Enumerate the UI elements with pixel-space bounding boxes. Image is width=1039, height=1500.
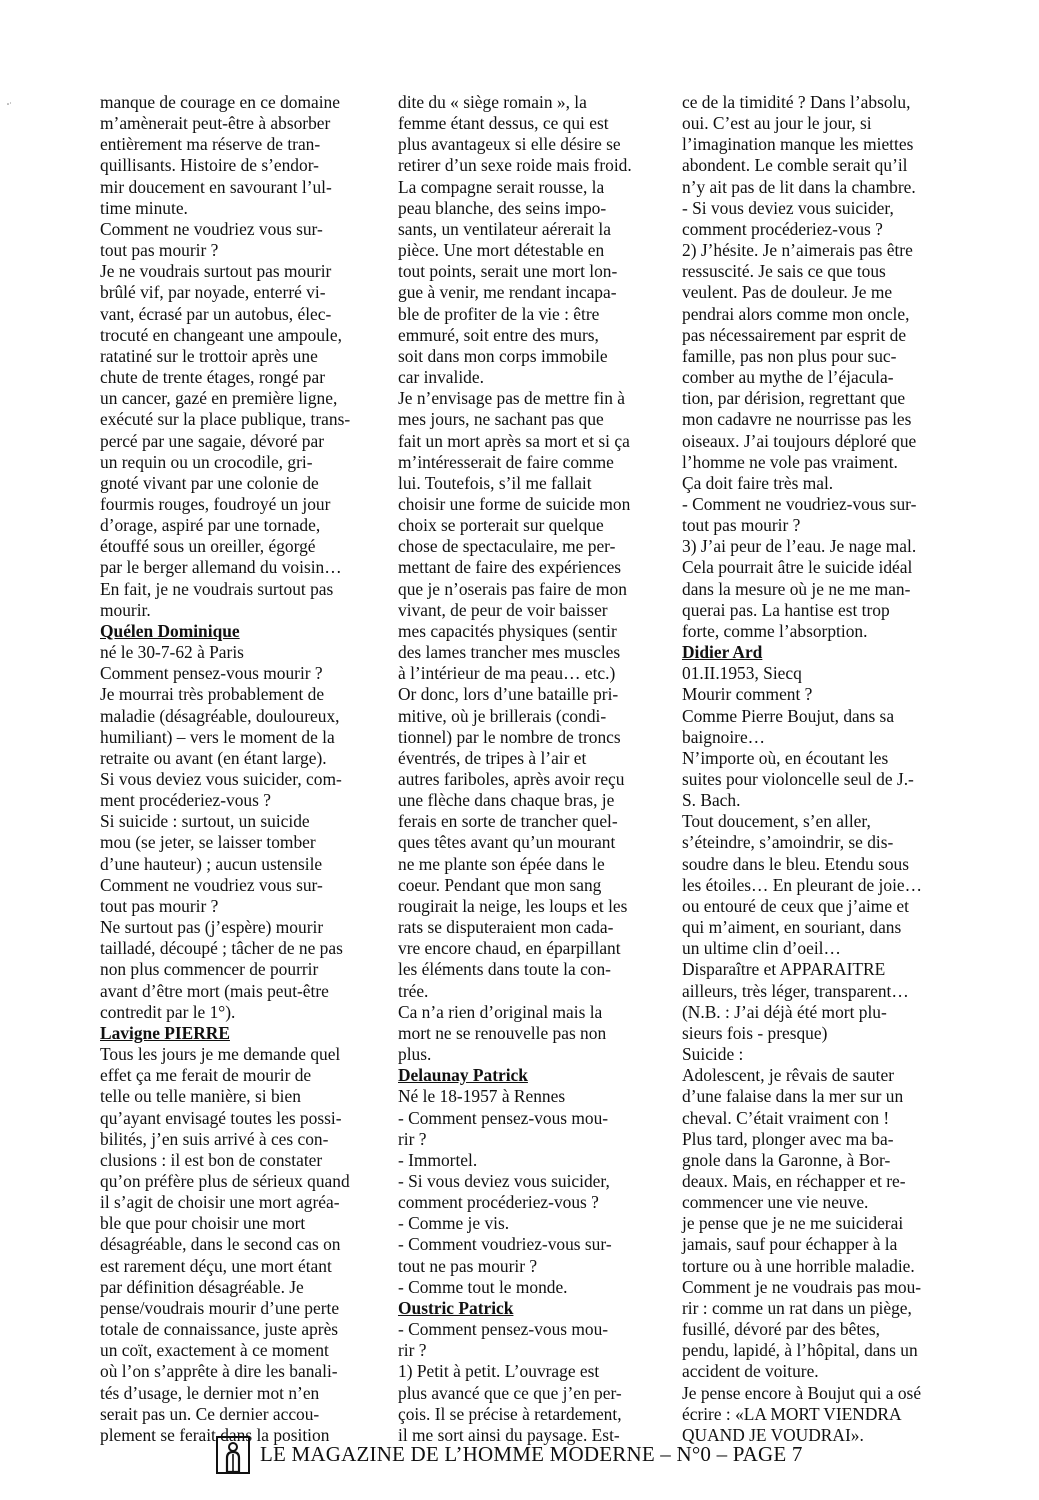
text-line: entièrement ma réserve de tran- xyxy=(100,134,321,155)
text-line: est rarement déçu, une mort étant xyxy=(100,1255,332,1276)
text-line: 1) Petit à petit. L’ouvrage est xyxy=(398,1361,600,1382)
text-line: Je mourrai très probablement de xyxy=(100,684,325,705)
text-line: avant d’être mort (mais peut-être xyxy=(100,980,329,1001)
text-line: mir doucement en savourant l’ul- xyxy=(100,176,332,197)
text-line: suites pour violoncelle seul de J.- xyxy=(682,769,914,789)
text-line: La compagne serait rousse, la xyxy=(398,176,605,197)
text-line: time minute. xyxy=(100,197,188,218)
text-line: mes capacités physiques (sentir xyxy=(398,620,617,641)
text-line: ressuscité. Je sais ce que tous xyxy=(682,261,886,282)
text-line: tout pas mourir ? xyxy=(100,895,219,916)
text-line: ferais en sorte de trancher quel- xyxy=(398,811,618,832)
text-line: m’intéresserait de faire comme xyxy=(398,451,614,472)
text-line: mes jours, ne sachant pas que xyxy=(398,409,604,430)
text-line: fait un mort après sa mort et si ça xyxy=(398,430,630,451)
text-line: Or donc, lors d’une bataille pri- xyxy=(398,684,619,705)
text-line: rir : comme un rat dans un piège, xyxy=(682,1297,912,1318)
text-line: non plus commencer de pourrir xyxy=(100,959,319,980)
text-line: que je n’oserais pas faire de mon xyxy=(398,578,627,599)
text-line: il me sort ainsi du paysage. Est- xyxy=(398,1424,620,1445)
magazine-logo-icon xyxy=(216,1436,250,1474)
text-line: (N.B. : J’ai déjà été mort plu- xyxy=(682,1001,887,1022)
text-line: il s’agit de choisir une mort agréa- xyxy=(100,1192,340,1213)
text-line: fourmis rouges, foudroyé un jour xyxy=(100,493,331,514)
text-line: ble que pour choisir une mort xyxy=(100,1213,306,1234)
text-line: tés d’usage, le dernier mot n’en xyxy=(100,1382,320,1403)
text-line: tion, par dérision, regrettant que xyxy=(682,388,906,409)
text-line: serait pas un. Ce dernier accou- xyxy=(100,1403,320,1424)
text-line: Né le 18-1957 à Rennes xyxy=(398,1086,566,1107)
text-line: baignoire… xyxy=(682,726,766,747)
text-line: maladie (désagréable, douloureux, xyxy=(100,705,340,726)
text-line: çois. Il se précise à retardement, xyxy=(398,1403,622,1424)
text-line: vivant, de peur de voir baisser xyxy=(398,599,608,620)
text-line: mettant de faire des expériences xyxy=(398,557,622,578)
text-line: mitive, où je brillerais (condi- xyxy=(398,705,607,726)
text-line: comment procéderiez-vous ? xyxy=(398,1192,599,1213)
text-line: mourir. xyxy=(100,599,151,620)
text-line: Plus tard, plonger avec ma ba- xyxy=(682,1128,894,1149)
text-line: ratatiné sur le trottoir après une xyxy=(100,345,318,366)
text-line: s’éteindre, s’amoindrir, se dis- xyxy=(682,832,894,853)
text-line: coeur. Pendant que mon sang xyxy=(398,874,602,895)
text-line: chute de trente étages, rongé par xyxy=(100,367,325,388)
text-line: Disparaître et APPARAITRE xyxy=(682,959,886,980)
text-line: forte, comme l’absorption. xyxy=(682,620,868,641)
text-line: un coït, exactement à ce moment xyxy=(100,1340,329,1361)
text-line: d’une falaise dans la mer sur un xyxy=(682,1086,904,1107)
text-line: un ultime clin d’oeil… xyxy=(682,938,841,959)
text-line: Je pense encore à Boujut qui a osé xyxy=(682,1382,922,1403)
text-line: choix se porterait sur quelque xyxy=(398,515,604,536)
text-line: jamais, sauf pour échapper à la xyxy=(682,1234,898,1255)
text-line: manque de courage en ce domaine xyxy=(100,92,340,112)
text-line: plus avancé que ce que j’en per- xyxy=(398,1382,622,1403)
text-line: ou entouré de ceux que j’aime et xyxy=(682,895,909,916)
text-line: mort ne se renouvelle pas non xyxy=(398,1022,607,1043)
text-line: qu’on préfère plus de sérieux quand xyxy=(100,1170,350,1191)
footer-caption: LE MAGAZINE DE L’HOMME MODERNE – N°0 – PAGE 7 xyxy=(260,1442,803,1466)
text-line: veulent. Pas de douleur. Je me xyxy=(682,282,893,303)
text-line: dans la mesure où je ne me man- xyxy=(682,578,911,599)
scan-speck xyxy=(6,94,12,100)
text-line: d’une hauteur) ; aucun ustensile xyxy=(100,853,323,874)
text-line: rats se disputeraient mon cada- xyxy=(398,917,614,938)
text-line: plus avantageux si elle désire se xyxy=(398,134,621,155)
text-line: chose de spectaculaire, me per- xyxy=(398,536,616,557)
text-line: femme étant dessus, ce qui est xyxy=(398,113,609,134)
text-line: N’importe où, en écoutant les xyxy=(682,747,889,768)
author-name-heading: Quélen Dominique xyxy=(100,620,240,641)
text-line: brûlé vif, par noyade, enterré vi- xyxy=(100,282,326,303)
text-line: gue à venir, me rendant incapa- xyxy=(398,282,617,303)
text-line: 2) J’hésite. Je n’aimerais pas être xyxy=(682,240,913,261)
text-line: famille, pas non plus pour suc- xyxy=(682,345,897,366)
text-line: vant, écrasé par un autobus, élec- xyxy=(100,303,332,324)
text-line: ment procéderiez-vous ? xyxy=(100,790,271,811)
text-column-left xyxy=(100,92,368,1446)
text-line: gnole dans la Garonne, à Bor- xyxy=(682,1149,891,1170)
text-line: lui. Toutefois, s’il me fallait xyxy=(398,472,592,493)
text-line: bilités, j’en suis arrivé à ces con- xyxy=(100,1128,329,1149)
text-line: éventrés, de tripes à l’air et xyxy=(398,747,587,768)
text-line: percé par une sagaie, dévoré par xyxy=(100,430,325,451)
text-line: Ça doit faire très mal. xyxy=(682,472,834,493)
text-line: soudre dans le bleu. Etendu sous xyxy=(682,853,910,874)
text-line: Comment pensez-vous mourir ? xyxy=(100,663,323,684)
text-line: vre encore chaud, en éparpillant xyxy=(398,938,621,959)
text-line: mou (se jeter, se laisser tomber xyxy=(100,832,316,853)
text-line: tout points, serait une mort lon- xyxy=(398,261,618,282)
text-line: mon cadavre ne nourrisse pas les xyxy=(682,409,912,430)
author-name-heading: Lavigne PIERRE xyxy=(100,1022,230,1043)
text-line: un requin ou un crocodile, gri- xyxy=(100,451,313,472)
text-line: désagréable, dans le second cas on xyxy=(100,1234,341,1255)
text-line: telle ou telle manière, si bien xyxy=(100,1086,301,1107)
text-line: plement se ferait dans la position xyxy=(100,1424,330,1445)
text-line: rir ? xyxy=(398,1340,427,1361)
text-line: l’imagination manque les miettes xyxy=(682,134,914,155)
text-line: Tout doucement, s’en aller, xyxy=(682,811,871,832)
text-line: pas nécessairement par esprit de xyxy=(682,324,907,345)
text-line: Tous les jours je me demande quel xyxy=(100,1044,341,1065)
text-line: S. Bach. xyxy=(682,790,741,811)
text-line: Si vous deviez vous suicider, com- xyxy=(100,769,342,789)
text-line: - Si vous deviez vous suicider, xyxy=(398,1170,610,1191)
text-line: humiliant) – vers le moment de la xyxy=(100,726,335,747)
text-line: Comment ne voudriez vous sur- xyxy=(100,874,323,895)
text-line: tout ne pas mourir ? xyxy=(398,1255,538,1276)
text-line: Je n’envisage pas de mettre fin à xyxy=(398,388,625,409)
text-line: oui. C’est au jour le jour, si xyxy=(682,113,872,134)
text-line: retraite ou avant (en étant large). xyxy=(100,747,327,768)
text-line: totale de connaissance, juste après xyxy=(100,1319,339,1340)
text-line: pièce. Une mort détestable en xyxy=(398,240,605,261)
text-line: abondent. Le comble serait qu’il xyxy=(682,155,908,176)
text-column-right xyxy=(682,92,950,1446)
text-line: fusillé, dévoré par des bêtes, xyxy=(682,1319,880,1340)
text-line: Comme Pierre Boujut, dans sa xyxy=(682,705,895,726)
text-line: comber au mythe de l’éjacula- xyxy=(682,367,894,388)
text-line: commencer une vie neuve. xyxy=(682,1192,869,1213)
text-line: tout pas mourir ? xyxy=(100,240,219,261)
text-line: - Comment pensez-vous mou- xyxy=(398,1107,609,1128)
text-line: d’orage, aspiré par une tornade, xyxy=(100,515,321,536)
text-line: ne me plante son épée dans le xyxy=(398,853,605,874)
text-line: cheval. C’était vraiment con ! xyxy=(682,1107,890,1128)
author-name-heading: Delaunay Patrick xyxy=(398,1065,528,1086)
text-line: retirer d’un sexe roide mais froid. xyxy=(398,155,632,176)
text-line: dite du « siège romain », la xyxy=(398,92,587,112)
text-line: Mourir comment ? xyxy=(682,684,813,705)
text-line: autres fariboles, après avoir reçu xyxy=(398,769,625,789)
text-line: emmuré, soit entre des murs, xyxy=(398,324,599,345)
text-line: je pense que je ne me suiciderai xyxy=(682,1213,904,1234)
text-line: l’homme ne vole pas vraiment. xyxy=(682,451,898,472)
text-line: où l’on s’apprête à dire les banali- xyxy=(100,1361,338,1382)
text-line: trée. xyxy=(398,980,429,1001)
text-column-middle xyxy=(398,92,666,1446)
text-line: - Comment ne voudriez-vous sur- xyxy=(682,493,917,514)
text-line: plus. xyxy=(398,1044,432,1065)
text-line: Adolescent, je rêvais de sauter xyxy=(682,1065,894,1086)
text-line: pendu, lapidé, à l’hôpital, dans un xyxy=(682,1340,918,1361)
text-line: ques têtes avant qu’un mourant xyxy=(398,832,616,853)
text-line: - Si vous deviez vous suicider, xyxy=(682,197,894,218)
text-line: - Immortel. xyxy=(398,1149,478,1170)
text-line: quillisants. Histoire de s’endor- xyxy=(100,155,319,176)
text-line: tout pas mourir ? xyxy=(682,515,801,536)
text-line: Je ne voudrais surtout pas mourir xyxy=(100,261,332,282)
text-line: accident de voiture. xyxy=(682,1361,819,1382)
text-line: - Comment voudriez-vous sur- xyxy=(398,1234,612,1255)
text-line: n’y ait pas de lit dans la chambre. xyxy=(682,176,916,197)
text-line: pense/voudrais mourir d’une perte xyxy=(100,1297,340,1318)
text-line: effet ça me ferait de mourir de xyxy=(100,1065,312,1086)
author-name-heading: Didier Ard xyxy=(682,642,763,663)
text-line: - Comme tout le monde. xyxy=(398,1276,568,1297)
text-line: Suicide : xyxy=(682,1044,744,1065)
text-line: ailleurs, très léger, transparent… xyxy=(682,980,909,1001)
text-line: choisir une forme de suicide mon xyxy=(398,493,631,514)
text-line: né le 30-7-62 à Paris xyxy=(100,642,244,663)
text-line: contredit par le 1°). xyxy=(100,1001,236,1022)
text-line: QUAND JE VOUDRAI». xyxy=(682,1424,864,1445)
text-line: tailladé, découpé ; tâcher de ne pas xyxy=(100,938,343,959)
text-line: écrire : «LA MORT VIENDRA xyxy=(682,1403,902,1424)
text-line: oiseaux. J’ai toujours déploré que xyxy=(682,430,917,451)
text-line: ce de la timidité ? Dans l’absolu, xyxy=(682,92,911,112)
text-line: rougirait la neige, les loups et les xyxy=(398,895,628,916)
text-line: Comment ne voudriez vous sur- xyxy=(100,218,323,239)
text-line: sants, un ventilateur aérerait la xyxy=(398,218,611,239)
text-line: gnoté vivant par une colonie de xyxy=(100,472,319,493)
text-line: car invalide. xyxy=(398,367,484,388)
text-line: par le berger allemand du voisin… xyxy=(100,557,342,578)
text-line: des lames trancher mes muscles xyxy=(398,642,621,663)
text-line: clusions : il est bon de constater xyxy=(100,1149,323,1170)
text-line: soit dans mon corps immobile xyxy=(398,345,608,366)
text-line: à l’intérieur de ma peau… etc.) xyxy=(398,663,616,684)
text-line: un cancer, gazé en première ligne, xyxy=(100,388,338,409)
text-line: m’amènerait peut-être à absorber xyxy=(100,113,331,134)
text-line: étouffé sous un oreiller, égorgé xyxy=(100,536,316,557)
text-line: les éléments dans toute la con- xyxy=(398,959,611,980)
text-line: qu’ayant envisagé toutes les possi- xyxy=(100,1107,342,1128)
text-line: deaux. Mais, en réchapper et re- xyxy=(682,1170,906,1191)
text-line: exécuté sur la place publique, trans- xyxy=(100,409,351,430)
text-line: tionnel) par le nombre de troncs xyxy=(398,726,621,747)
text-line: comment procéderiez-vous ? xyxy=(682,218,883,239)
text-line: sieurs fois - presque) xyxy=(682,1022,828,1043)
text-line: rir ? xyxy=(398,1128,427,1149)
text-line: Si suicide : surtout, un suicide xyxy=(100,811,310,832)
text-line: ble de profiter de la vie : être xyxy=(398,303,600,324)
text-line: Ca n’a rien d’original mais la xyxy=(398,1001,603,1022)
text-line: - Comme je vis. xyxy=(398,1213,510,1234)
page-footer xyxy=(216,1436,816,1476)
text-line: Cela pourrait âtre le suicide idéal xyxy=(682,557,913,578)
text-line: En fait, je ne voudrais surtout pas xyxy=(100,578,334,599)
author-name-heading: Oustric Patrick xyxy=(398,1297,514,1318)
text-line: Comment je ne voudrais pas mou- xyxy=(682,1276,922,1297)
text-line: par définition désagréable. Je xyxy=(100,1276,304,1297)
text-line: une flèche dans chaque bras, je xyxy=(398,790,615,811)
text-line: 01.II.1953, Siecq xyxy=(682,663,802,684)
text-line: - Comment pensez-vous mou- xyxy=(398,1319,609,1340)
text-line: pendrai alors comme mon oncle, xyxy=(682,303,910,324)
text-line: torture ou à une horrible maladie. xyxy=(682,1255,915,1276)
text-line: Ne surtout pas (j’espère) mourir xyxy=(100,917,324,938)
text-line: querai pas. La hantise est trop xyxy=(682,599,890,620)
text-line: peau blanche, des seins impo- xyxy=(398,197,607,218)
text-line: trocuté en changeant une ampoule, xyxy=(100,324,342,345)
text-line: les étoiles… En pleurant de joie… xyxy=(682,874,923,895)
text-line: 3) J’ai peur de l’eau. Je nage mal. xyxy=(682,536,917,557)
text-line: qui m’aiment, en souriant, dans xyxy=(682,917,902,938)
